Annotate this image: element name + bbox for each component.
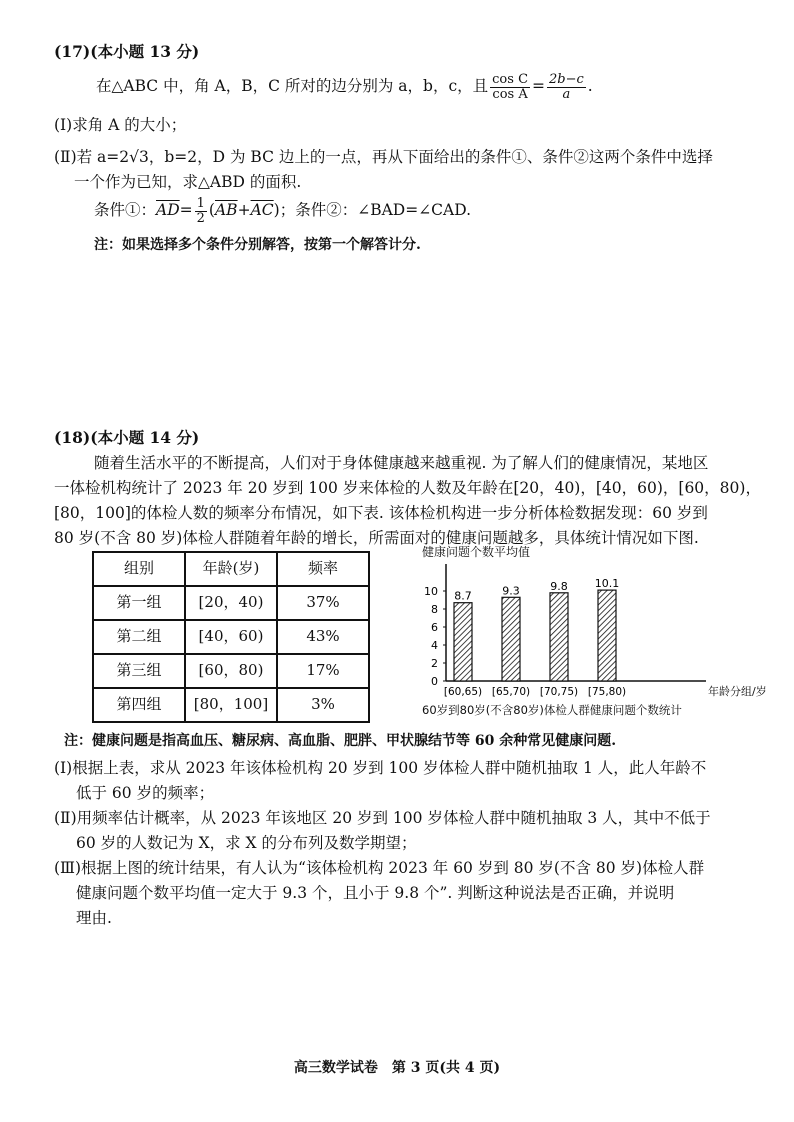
x-tick-label: [65,70) xyxy=(491,686,531,698)
health-bar-chart xyxy=(406,542,767,722)
chart-bars xyxy=(454,577,619,681)
condition2: 条件②：∠BAD=∠CAD. xyxy=(295,201,472,220)
chart-bar xyxy=(598,590,616,681)
chart-bar xyxy=(550,593,568,681)
chart-x-label: 年龄分组/岁 xyxy=(708,685,767,698)
table-cell: 37% xyxy=(277,586,369,620)
table-row xyxy=(93,620,369,654)
table-cell: 第二组 xyxy=(93,620,185,654)
table-cell: 17% xyxy=(277,654,369,688)
table-row xyxy=(93,688,369,722)
table-row xyxy=(93,586,369,620)
table-cell: [80，100] xyxy=(185,688,277,722)
y-tick-label: 0 xyxy=(431,675,438,688)
chart-bar xyxy=(454,603,472,681)
page-footer: 高三数学试卷 第 3 页(共 4 页) xyxy=(293,1060,501,1076)
q18-note: 注：健康问题是指高血压、糖尿病、高血脂、肥胖、甲状腺结节等 60 余种常见健康问题. xyxy=(64,733,617,749)
vector-ac: $\overline{AC}$ xyxy=(250,201,274,220)
bar-value-label: 10.1 xyxy=(594,577,620,591)
q17-part1: (Ⅰ)求角 A 的大小； xyxy=(54,116,187,134)
y-tick-label: 8 xyxy=(431,603,438,616)
q18-para-line4: 80 岁(不含 80 岁)体检人群随着年龄的增长，所需面对的健康问题越多，具体统计情况如下图. xyxy=(54,529,699,547)
y-tick-label: 6 xyxy=(431,621,438,634)
q18-para-line1: 随着生活水平的不断提高，人们对于身体健康越来越重视. 为了解人们的健康情况，某地区 xyxy=(94,454,709,472)
q17-part2-line2: 一个作为已知，求△ABD 的面积. xyxy=(74,173,302,191)
y-tick-label: 10 xyxy=(424,585,438,598)
chart-x-ticks xyxy=(444,686,626,698)
q18-para-line2: 一体检机构统计了 2023 年 20 岁到 100 岁来体检的人数及年龄在[20，40)，[40，60)，[60，80)， xyxy=(54,479,761,497)
table-cell: 3% xyxy=(277,688,369,722)
x-tick-label: [70,75) xyxy=(539,686,579,698)
table-header-row xyxy=(93,552,369,586)
q18-para-line3: [80，100]的体检人数的频率分布情况，如下表. 该体检机构进一步分析体检数据发现：60 岁到 xyxy=(54,504,708,522)
q17-conditions: 条件①：$\overline{AD}=$ $\frac{1}{2}$ $(\overline{AB}+\overline{AC})$；条件②：∠BAD=∠CAD. xyxy=(94,196,472,226)
table-cell: 第三组 xyxy=(93,654,185,688)
vector-ab: $\overline{AB}$ xyxy=(214,201,238,220)
table-header-cell: 频率 xyxy=(277,552,369,586)
q17-stem-text: 在△ABC 中，角 A，B，C 所对的边分别为 a，b，c，且 xyxy=(96,77,489,96)
q18-part1-line2: 低于 60 岁的频率； xyxy=(76,784,215,802)
bar-value-label: 9.3 xyxy=(502,584,520,598)
q18-part3-line2: 健康问题个数平均值一定大于 9.3 个，且小于 9.8 个”. 判断这种说法是否正确，并说明 xyxy=(76,884,675,902)
table-cell: [20，40) xyxy=(185,586,277,620)
table-cell: [40，60) xyxy=(185,620,277,654)
table-cell: 43% xyxy=(277,620,369,654)
y-tick-label: 2 xyxy=(431,657,438,670)
frequency-table xyxy=(92,551,370,723)
bar-value-label: 9.8 xyxy=(550,579,568,593)
y-tick-label: 4 xyxy=(431,639,438,652)
chart-y-label: 健康问题个数平均值 xyxy=(422,545,531,559)
table-row xyxy=(93,654,369,688)
x-tick-label: [60,65) xyxy=(443,686,483,698)
q18-part1-line1: (Ⅰ)根据上表，求从 2023 年该体检机构 20 岁到 100 岁体检人群中随机抽取 1 人，此人年龄不 xyxy=(54,759,707,777)
q18-part3-line1: (Ⅲ)根据上图的统计结果，有人认为“该体检机构 2023 年 60 岁到 80 岁(不含 80 岁)体检人群 xyxy=(54,859,705,877)
q17-fraction-right: $\frac{2b-c}{a}$ xyxy=(549,72,584,102)
q18-part2-line1: (Ⅱ)用频率估计概率，从 2023 年该地区 20 岁到 100 岁体检人群中随机抽取 3 人，其中不低于 xyxy=(54,809,711,827)
x-tick-label: [75,80) xyxy=(587,686,627,698)
q18-part3-line3: 理由. xyxy=(76,909,112,927)
q17-heading: (17)(本小题 13 分) xyxy=(54,42,200,61)
condition1-label: 条件①： xyxy=(94,201,157,220)
chart-y-ticks xyxy=(424,585,446,688)
q17-stem: 在△ABC 中，角 A，B，C 所对的边分别为 a，b，c，且 $\frac{\text{cos C}}{\text{cos A}}$ = $\frac{2b-c}{a}$ . xyxy=(96,72,593,102)
bar-value-label: 8.7 xyxy=(454,589,472,603)
chart-bar xyxy=(502,597,520,681)
chart-title: 60岁到80岁(不含80岁)体检人群健康问题个数统计 xyxy=(422,703,682,717)
vector-ad: $\overline{AD}$ xyxy=(156,201,180,220)
table-cell: 第四组 xyxy=(93,688,185,722)
half-fraction: $\frac{1}{2}$ xyxy=(196,196,205,226)
q17-note: 注：如果选择多个条件分别解答，按第一个解答计分. xyxy=(94,237,421,253)
table-header-cell: 年龄(岁) xyxy=(185,552,277,586)
table-header-cell: 组别 xyxy=(93,552,185,586)
q17-part2-line1: (Ⅱ)若 a=2√3，b=2，D 为 BC 边上的一点，再从下面给出的条件①、条件②这两个条件中选择 xyxy=(54,148,713,166)
table-cell: [60，80) xyxy=(185,654,277,688)
q17-fraction-left: $\frac{\text{cos C}}{\text{cos A}}$ xyxy=(492,72,529,102)
q18-heading: (18)(本小题 14 分) xyxy=(54,428,200,447)
table-cell: 第一组 xyxy=(93,586,185,620)
q18-part2-line2: 60 岁的人数记为 X，求 X 的分布列及数学期望； xyxy=(76,834,417,852)
